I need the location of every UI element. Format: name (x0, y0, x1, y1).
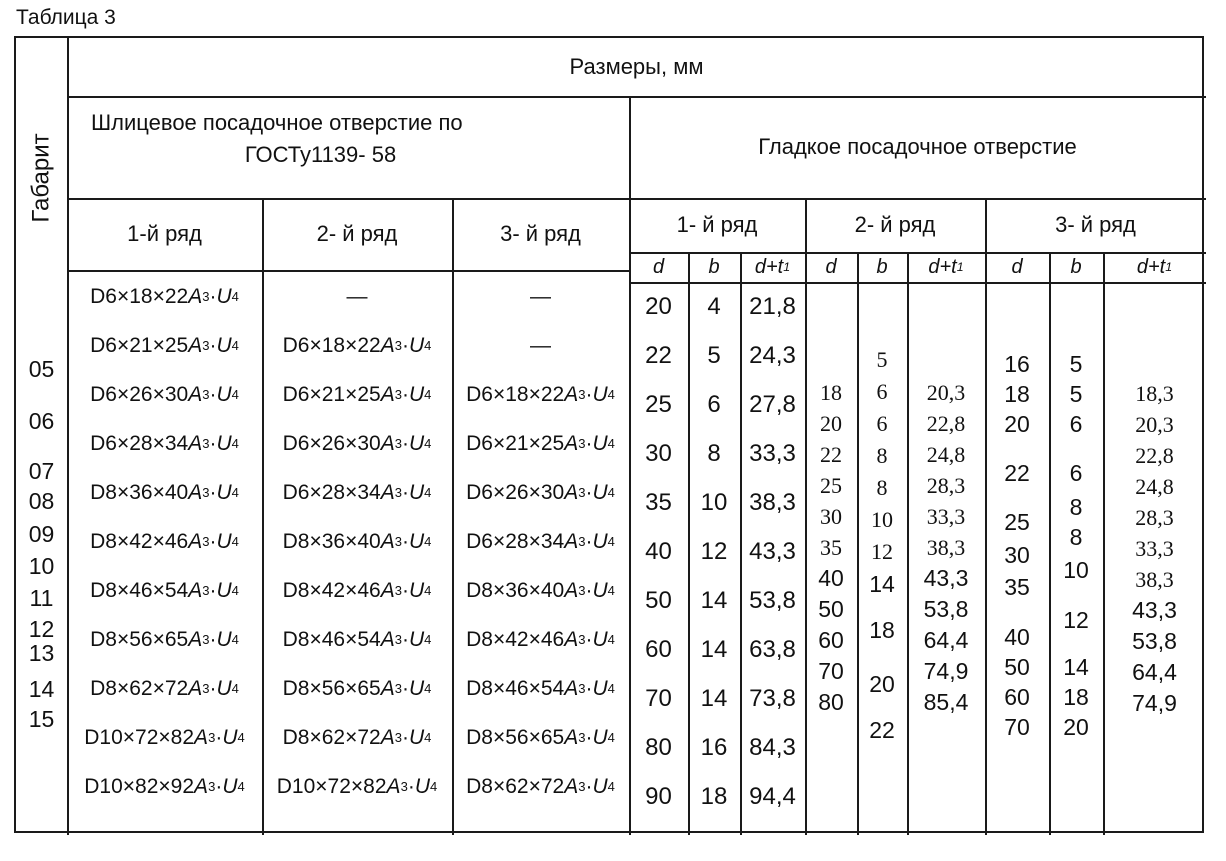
value-cell: 50 (645, 586, 672, 614)
value-cell: 12 (871, 539, 893, 564)
value-cell: 64,4 (923, 627, 969, 653)
value-cell: 5 (707, 341, 721, 369)
value-cell: 5 (876, 347, 888, 372)
value-cell: 18 (820, 379, 842, 405)
spline-cell: D6×28×34 A 3 · U 4 (90, 431, 239, 455)
spline-col-row1 (67, 270, 262, 835)
spline-cell: D8×46×54 A 3 · U 4 (90, 578, 239, 602)
value-cell: 22,8 (926, 410, 966, 436)
value-cell: 40 (818, 565, 844, 591)
value-cell: 53,8 (923, 596, 969, 622)
spline-cell: D10×72×82 A 3 · U 4 (84, 725, 245, 749)
gabarit-value: 15 (28, 706, 55, 732)
value-cell: 5 (1069, 380, 1083, 407)
col-header-dt: d+t 1 (1136, 255, 1173, 278)
value-cell: 43,3 (1132, 597, 1177, 623)
value-cell: 10 (871, 507, 893, 532)
value-cell: 18,3 (1135, 380, 1174, 406)
value-cell: 35 (1004, 573, 1030, 600)
spline-cell: — (530, 284, 551, 308)
spline-section-header (67, 96, 629, 198)
value-cell: 10 (700, 488, 728, 516)
col-header-d: d (825, 255, 837, 278)
value-cell: 85,4 (923, 689, 969, 715)
value-cell: 38,3 (926, 534, 966, 560)
col-header-d: d (652, 255, 665, 278)
spline-col-row2 (262, 270, 452, 835)
value-cell: 94,4 (749, 782, 796, 810)
spline-col-row3 (452, 270, 629, 835)
value-cell: 4 (707, 292, 721, 320)
spline-cell: D6×21×25 A 3 · U 4 (466, 431, 615, 455)
value-cell: 40 (1004, 623, 1030, 650)
value-cell: 30 (645, 439, 672, 467)
gabarit-value: 13 (28, 640, 55, 666)
col-header-b: b (876, 255, 888, 278)
gabarit-label: Габарит (27, 133, 55, 223)
value-cell: 50 (818, 596, 844, 622)
value-cell: 8 (1069, 493, 1083, 520)
spline-header-line1: Шлицевое посадочное отверстие по (91, 110, 463, 135)
value-cell: 70 (818, 658, 844, 684)
value-cell: 74,9 (923, 658, 969, 684)
col-header-b: b (1070, 255, 1082, 278)
plain-row2-header: 2- й ряд (854, 212, 936, 237)
value-cell: 12 (700, 537, 728, 565)
value-cell: 20,3 (926, 379, 966, 405)
value-cell: 21,8 (749, 292, 796, 320)
value-cell: 6 (707, 390, 721, 418)
value-cell: 18 (700, 782, 728, 810)
plain-row1-d-column (629, 282, 688, 821)
value-cell: 38,3 (1135, 566, 1174, 592)
spline-cell: D8×36×40 A 3 · U 4 (90, 480, 239, 504)
value-cell: 80 (645, 733, 672, 761)
spline-cell: D8×62×72 A 3 · U 4 (90, 676, 239, 700)
value-cell: 14 (700, 684, 728, 712)
value-cell: 12 (1063, 606, 1089, 633)
spline-cell: D8×46×54 A 3 · U 4 (282, 627, 432, 651)
value-cell: 22 (645, 341, 672, 369)
plain-row3-header: 3- й ряд (1055, 212, 1136, 237)
size-units-header: Размеры, мм (569, 54, 704, 79)
value-cell: 18 (869, 616, 895, 643)
value-cell: 64,4 (1132, 659, 1177, 685)
spline-cell: D8×36×40 A 3 · U 4 (282, 529, 432, 553)
spline-cell: D8×42×46 A 3 · U 4 (90, 529, 239, 553)
value-cell: 28,3 (926, 472, 966, 498)
gabarit-value: 06 (28, 408, 55, 434)
spline-header-line2: ГОСТу1139- 58 (244, 142, 397, 167)
value-cell: 20 (645, 292, 672, 320)
gabarit-value: 08 (28, 488, 55, 514)
value-cell: 30 (1004, 541, 1030, 568)
gabarit-value: 09 (28, 521, 55, 547)
spline-cell: D8×42×46 A 3 · U 4 (282, 578, 432, 602)
spline-cell: D10×82×92 A 3 · U 4 (84, 774, 245, 798)
plain-row2-d-column (805, 282, 857, 718)
value-cell: 6 (1069, 410, 1083, 437)
value-cell: 24,8 (1135, 473, 1174, 499)
plain-row3-dt-column (1103, 282, 1206, 719)
spline-cell: D8×42×46 A 3 · U 4 (466, 627, 615, 651)
value-cell: 8 (1069, 523, 1083, 550)
value-cell: 22 (869, 716, 895, 743)
plain-row2-b-column (857, 282, 907, 746)
col-header-dt: d+t 1 (928, 255, 964, 278)
spline-cell: D6×21×25 A 3 · U 4 (282, 382, 432, 406)
spline-cell: D6×26×30 A 3 · U 4 (466, 480, 615, 504)
value-cell: 40 (645, 537, 672, 565)
spline-row2-header: 2- й ряд (316, 221, 398, 246)
value-cell: 5 (1069, 350, 1083, 377)
spline-cell: D6×18×22 A 3 · U 4 (282, 333, 432, 357)
value-cell: 30 (820, 503, 842, 529)
value-cell: 25 (645, 390, 672, 418)
spline-cell: D8×46×54 A 3 · U 4 (466, 676, 615, 700)
spline-cell: D8×56×65 A 3 · U 4 (282, 676, 432, 700)
value-cell: 22 (820, 441, 842, 467)
spline-cell: D8×62×72 A 3 · U 4 (466, 774, 615, 798)
value-cell: 22,8 (1135, 442, 1174, 468)
col-header-b: b (708, 255, 720, 278)
value-cell: 35 (645, 488, 672, 516)
spline-cell: D6×21×25 A 3 · U 4 (90, 333, 239, 357)
value-cell: 18 (1004, 380, 1030, 407)
value-cell: 70 (645, 684, 672, 712)
gabarit-value: 12 (28, 616, 55, 642)
value-cell: 8 (876, 443, 888, 468)
value-cell: 25 (1004, 508, 1030, 535)
gabarit-value: 14 (28, 676, 55, 702)
gabarit-value: 07 (28, 458, 55, 484)
plain-row1-dt-column (740, 282, 805, 821)
value-cell: 53,8 (749, 586, 796, 614)
value-cell: 73,8 (749, 684, 796, 712)
gabarit-value: 10 (28, 553, 55, 579)
spline-row3-header: 3- й ряд (500, 221, 581, 246)
value-cell: 33,3 (926, 503, 966, 529)
value-cell: 60 (645, 635, 672, 663)
spline-cell: — (530, 333, 551, 357)
value-cell: 24,8 (926, 441, 966, 467)
spline-cell: D6×28×34 A 3 · U 4 (466, 529, 615, 553)
value-cell: 53,8 (1132, 628, 1177, 654)
gabarit-value: 05 (28, 356, 55, 382)
table-caption: Таблица 3 (16, 6, 116, 29)
value-cell: 90 (645, 782, 672, 810)
value-cell: 14 (700, 586, 728, 614)
value-cell: 20 (869, 670, 895, 697)
spline-cell: D6×26×30 A 3 · U 4 (282, 431, 432, 455)
spline-cell: D8×56×65 A 3 · U 4 (90, 627, 239, 651)
value-cell: 74,9 (1132, 690, 1177, 716)
value-cell: 60 (1004, 683, 1030, 710)
spline-cell: D6×28×34 A 3 · U 4 (282, 480, 432, 504)
spline-cell: D8×36×40 A 3 · U 4 (466, 578, 615, 602)
value-cell: 28,3 (1135, 504, 1174, 530)
col-header-dt: d+t 1 (754, 255, 791, 278)
value-cell: 6 (876, 379, 888, 404)
gabarit-values-column (16, 38, 67, 835)
col-header-d: d (1011, 255, 1023, 278)
value-cell: 70 (1004, 713, 1030, 740)
spline-cell: D10×72×82 A 3 · U 4 (276, 774, 438, 798)
value-cell: 25 (820, 472, 842, 498)
plain-section-header: Гладкое посадочное отверстие (758, 134, 1077, 159)
value-cell: 14 (700, 635, 728, 663)
value-cell: 22 (1004, 459, 1030, 486)
plain-row3-d-column (985, 282, 1049, 742)
value-cell: 8 (876, 475, 888, 500)
value-cell: 33,3 (749, 439, 796, 467)
value-cell: 63,8 (749, 635, 796, 663)
value-cell: 27,8 (749, 390, 796, 418)
value-cell: 24,3 (749, 341, 796, 369)
spline-cell: D8×62×72 A 3 · U 4 (282, 725, 432, 749)
value-cell: 60 (818, 627, 844, 653)
value-cell: 33,3 (1135, 535, 1174, 561)
value-cell: 14 (1063, 653, 1089, 680)
value-cell: 84,3 (749, 733, 796, 761)
spline-row1-header: 1-й ряд (127, 221, 202, 246)
value-cell: 20,3 (1135, 411, 1174, 437)
value-cell: 80 (818, 689, 844, 715)
value-cell: 20 (1063, 713, 1089, 740)
value-cell: 8 (707, 439, 721, 467)
value-cell: 6 (1069, 459, 1083, 486)
plain-row2-dt-column (907, 282, 985, 718)
value-cell: 20 (1004, 410, 1030, 437)
value-cell: 10 (1063, 556, 1089, 583)
value-cell: 16 (1004, 350, 1030, 377)
plain-row1-header: 1- й ряд (676, 212, 758, 237)
value-cell: 43,3 (749, 537, 796, 565)
value-cell: 14 (869, 570, 895, 597)
value-cell: 43,3 (923, 565, 969, 591)
value-cell: 38,3 (749, 488, 796, 516)
spline-cell: D8×56×65 A 3 · U 4 (466, 725, 615, 749)
plain-row1-b-column (688, 282, 740, 821)
value-cell: 20 (820, 410, 842, 436)
plain-row3-b-column (1049, 282, 1103, 742)
spline-cell: D6×18×22 A 3 · U 4 (90, 284, 239, 308)
value-cell: 35 (820, 534, 842, 560)
gabarit-value: 11 (29, 585, 54, 611)
dimensions-table (14, 36, 1204, 833)
value-cell: 6 (876, 411, 888, 436)
value-cell: 16 (700, 733, 728, 761)
spline-cell: D6×26×30 A 3 · U 4 (90, 382, 239, 406)
value-cell: 50 (1004, 653, 1030, 680)
spline-cell: D6×18×22 A 3 · U 4 (466, 382, 615, 406)
spline-cell: — (346, 284, 368, 308)
value-cell: 18 (1063, 683, 1089, 710)
